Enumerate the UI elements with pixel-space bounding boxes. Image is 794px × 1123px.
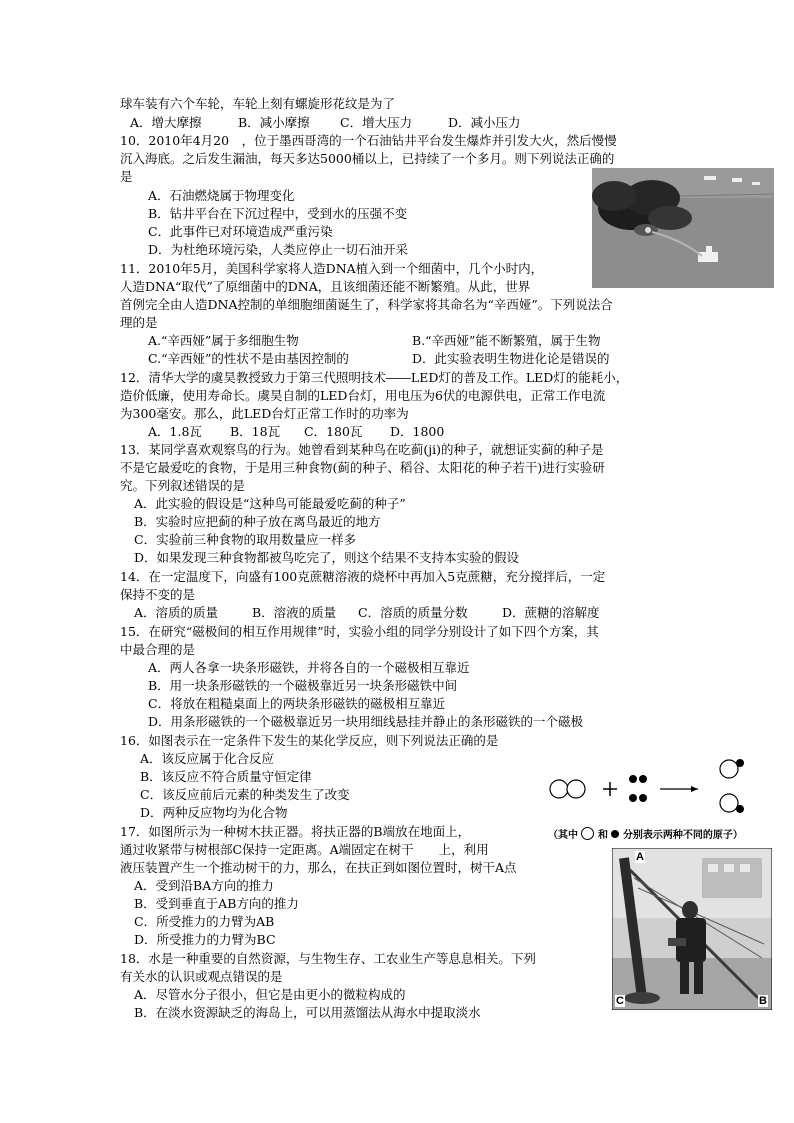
q17-option-c: C．所受推力的力臂为AB [134, 914, 275, 929]
q14-option-d: D．蔗糖的溶解度 [502, 605, 600, 620]
q18-option-a: A．尽管水分子很小，但它是由更小的微粒构成的 [134, 987, 406, 1002]
q9-option-a: A．增大摩擦 [130, 115, 202, 130]
q12-stem-3: 为300毫安。那么，此LED台灯正常工作时的功率为 [120, 406, 409, 421]
q12-option-a: A．1.8瓦 [148, 424, 202, 439]
q14-option-a: A．溶质的质量 [134, 605, 219, 620]
q14-option-b: B．溶液的质量 [252, 605, 337, 620]
q16-option-d: D．两种反应物均为化合物 [140, 805, 288, 820]
q10-stem-3: 是 [120, 169, 133, 184]
tree-label-b: B [759, 995, 767, 1007]
q13-option-a: A．此实验的假设是“这种鸟可能最爱吃蓟的种子” [134, 496, 406, 511]
q12-option-d: D．1800 [390, 424, 445, 439]
q12-option-c: C．180瓦 [304, 424, 363, 439]
q15-option-b: B．用一块条形磁铁的一个磁极靠近另一块条形磁铁中间 [148, 678, 458, 693]
q11-option-c: C.“辛西娅”的性状不是由基因控制的 [148, 351, 349, 366]
q13-stem-2: 不是它最爱吃的食物，于是用三种食物(蓟的种子、稻谷、太阳花的种子若干)进行实验研 [120, 460, 605, 475]
q16-option-b: B．该反应不符合质量守恒定律 [140, 769, 312, 784]
tree-label-a: A [636, 851, 644, 863]
q17-option-a: A．受到沿BA方向的推力 [134, 878, 274, 893]
q13-stem-3: 究。下列叙述错误的是 [120, 478, 246, 493]
q15-option-d: D．用条形磁铁的一个磁极靠近另一块用细线悬挂并静止的条形磁铁的一个磁极 [148, 714, 584, 729]
q10-option-b: B．钻井平台在下沉过程中，受到水的压强不变 [148, 206, 408, 221]
q11-stem-3: 首例完全由人造DNA控制的单细胞细菌诞生了，科学家将其命名为“辛西娅”。下列说法合 [120, 297, 613, 312]
q17-stem-1: 17．如图所示为一种树木扶正器。将扶正器的B端放在地面上， [120, 824, 471, 839]
q13-stem-1: 13．某同学喜欢观察鸟的行为。她曾看到某种鸟在吃蓟(ji)的种子，就想证实蓟的种子是 [120, 442, 604, 457]
q17-stem-2: 通过收紧带与树根部C保持一定距离。A端固定在树干 上，利用 [120, 842, 489, 857]
q15-option-a: A．两人各拿一块条形磁铁，并将各自的一个磁极相互靠近 [148, 660, 470, 675]
hollow-circle-icon [581, 827, 594, 840]
reaction-diagram [545, 755, 775, 825]
q11-option-b: B.“辛西娅”能不断繁殖，属于生物 [412, 333, 601, 348]
q18-option-b: B．在淡水资源缺乏的海岛上，可以用蒸馏法从海水中提取淡水 [134, 1005, 481, 1020]
q9-option-c: C．增大压力 [340, 115, 413, 130]
q11-stem-4: 理的是 [120, 315, 158, 330]
q15-stem-1: 15．在研究“磁极间的相互作用规律”时，实验小组的同学分别设计了如下四个方案，其 [120, 624, 599, 639]
q9-option-b: B．减小摩擦 [238, 115, 310, 130]
q14-stem-1: 14．在一定温度下，向盛有100克蔗糖溶液的烧杯中再加入5克蔗糖，充分搅拌后，一定 [120, 569, 606, 584]
q17-option-d: D．所受推力的力臂为BC [134, 932, 276, 947]
q10-option-a: A．石油燃烧属于物理变化 [148, 188, 295, 203]
q10-option-c: C．此事件已对环境造成严重污染 [148, 224, 333, 239]
q16-stem: 16．如图表示在一定条件下发生的某化学反应，则下列说法正确的是 [120, 733, 499, 748]
q15-stem-2: 中最合理的是 [120, 642, 196, 657]
legend-and: 和 [597, 830, 608, 841]
q11-stem-2: 人造DNA“取代”了原细菌中的DNA，且该细菌还能不断繁殖。从此，世界 [120, 279, 531, 294]
q17-option-b: B．受到垂直于AB方向的推力 [134, 896, 299, 911]
q13-option-b: B．实验时应把蓟的种子放在离鸟最近的地方 [134, 514, 381, 529]
q16-option-c: C．该反应前后元素的种类发生了改变 [140, 787, 350, 802]
reaction-legend [548, 827, 743, 843]
legend-suffix: 分别表示两种不同的原子） [622, 830, 743, 841]
q13-option-c: C．实验前三种食物的取用数量应一样多 [134, 532, 357, 547]
q12-option-b: B．18瓦 [230, 424, 281, 439]
q14-stem-2: 保持不变的是 [120, 587, 196, 602]
legend-prefix: （其中 [548, 830, 578, 841]
q12-stem-1: 12．清华大学的虞昊教授致力于第三代照明技术――LED灯的普及工作。LED灯的能耗小， [120, 370, 629, 385]
q16-option-a: A．该反应属于化合反应 [140, 751, 275, 766]
q9-stem: 球车装有六个车轮，车轮上刻有螺旋形花纹是为了 [120, 96, 396, 111]
q15-option-c: C．将放在粗糙桌面上的两块条形磁铁的磁极相互靠近 [148, 696, 446, 711]
q10-option-d: D．为杜绝环境污染，人类应停止一切石油开采 [148, 242, 409, 257]
q10-stem-2: 沉入海底。之后发生漏油，每天多达5000桶以上，已持续了一个多月。则下列说法正确的 [120, 151, 615, 166]
q18-stem-1: 18．水是一种重要的自然资源，与生物生存、工农业生产等息息相关。下列 [120, 951, 536, 966]
tree-label-c: C [616, 995, 624, 1007]
q13-option-d: D．如果发现三种食物都被鸟吃完了，则这个结果不支持本实验的假设 [134, 550, 520, 565]
filled-circle-icon [611, 830, 619, 838]
q14-option-c: C．溶质的质量分数 [358, 605, 468, 620]
q9-option-d: D．减小压力 [448, 115, 521, 130]
q10-stem-1: 10．2010年4月20 ，位于墨西哥湾的一个石油钻井平台发生爆炸并引发大火，然后慢慢 [120, 133, 617, 148]
q12-stem-2: 造价低廉，使用寿命长。虞昊自制的LED台灯，用电压为6伏的电源供电，正常工作电流 [120, 388, 606, 403]
oil-spill-photo [592, 168, 774, 288]
q11-option-a: A.“辛西娅”属于多细胞生物 [148, 333, 299, 348]
q17-stem-3: 液压装置产生一个推动树干的力，那么，在扶正到如图位置时，树干A点 [120, 860, 517, 875]
q11-stem-1: 11．2010年5月，美国科学家将人造DNA植入到一个细菌中，几个小时内， [120, 261, 544, 276]
q18-stem-2: 有关水的认识或观点错误的是 [120, 969, 283, 984]
tree-straightener-photo [612, 848, 772, 1010]
q11-option-d: D．此实验表明生物进化论是错误的 [412, 351, 610, 366]
